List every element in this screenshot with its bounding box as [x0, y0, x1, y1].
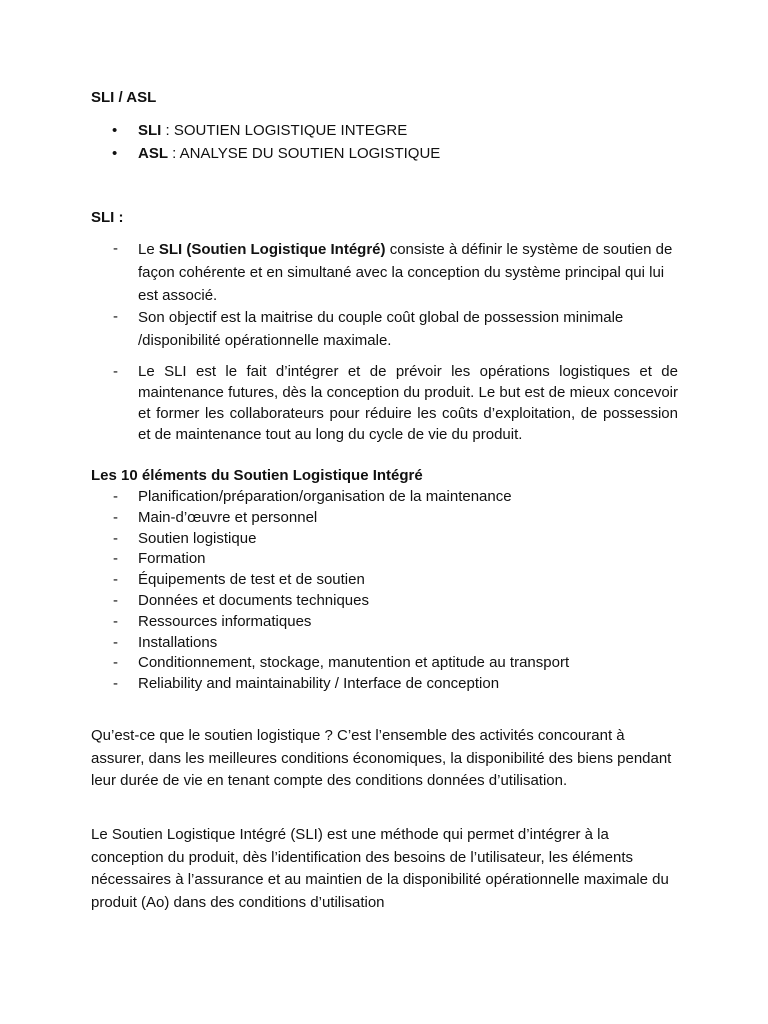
dash-mark: - — [113, 675, 118, 693]
list-item-text: Main-d’œuvre et personnel — [138, 508, 318, 526]
list-item-text: Reliability and maintainability / Interface de conception — [138, 675, 500, 693]
list-item-text: Installations — [138, 633, 218, 651]
paragraph-sli-methode: Le Soutien Logistique Intégré (SLI) est une méthode qui permet d’intégrer à la conception du produit, dès l’identification des besoins de l’utilisateur, les éléments nécessaires à l’assurance et au maintien de la disponibilité opérationnelle maximale du produit (Ao) dans des conditions d’utilisation — [91, 826, 669, 911]
def1-bold: SLI (Soutien Logistique Intégré) — [158, 241, 386, 258]
dash-mark: - — [113, 240, 118, 257]
dash-mark: - — [113, 550, 118, 568]
list-item-text: Ressources informatiques — [138, 612, 312, 630]
paragraph-soutien-logistique: Qu’est-ce que le soutien logistique ? C’est l’ensemble des activités concourant à assurer, dans les meilleures conditions économiques, la disponibilité des biens pendant leur durée de vie en tenant compte des conditions données d’utilisation. — [91, 727, 672, 789]
dash-mark: - — [113, 633, 118, 651]
dash-mark: - — [113, 592, 118, 609]
bullet-dot: • — [112, 145, 118, 162]
def1-pre: Le — [138, 241, 159, 258]
dash-mark: - — [113, 571, 118, 589]
dash-mark: - — [113, 308, 118, 325]
title-sli-asl: SLI / ASL — [91, 89, 157, 106]
list-item-text: Formation — [138, 550, 206, 568]
acronym-text: : ANALYSE DU SOUTIEN LOGISTIQUE — [168, 145, 441, 162]
acronym-text: : SOUTIEN LOGISTIQUE INTEGRE — [161, 122, 408, 139]
acronym-abbr: SLI — [138, 122, 162, 139]
dash-mark: - — [113, 529, 118, 547]
dash-mark: - — [113, 508, 118, 526]
def3-text: Le SLI est le fait d’intégrer et de prévoir les opérations logistiques et de maintenance futures, dès la conception du produit. Le but est de mieux concevoir et former les collaborateurs pour réduire les coûts d’exploitation, de possession et de maintenance tout au long du cycle de vie du produit. — [138, 363, 678, 443]
dash-mark: - — [113, 488, 118, 505]
list-item-text: Équipements de test et de soutien — [138, 571, 365, 589]
def2-text: Son objectif est la maitrise du couple coût global de possession minimale /disponibilité opérationnelle maximale. — [138, 309, 624, 349]
heading-10-elements: Les 10 éléments du Soutien Logistique Intégré — [91, 467, 423, 484]
def1-post: consiste à définir le système de soutien de façon cohérente et en simultané avec la conception du système principal qui lui est associé. — [138, 241, 673, 304]
list-item-text: Planification/préparation/organisation de la maintenance — [138, 488, 512, 505]
bullet-dot: • — [112, 122, 118, 139]
list-item-text: Conditionnement, stockage, manutention et aptitude au transport — [138, 654, 570, 672]
list-item-text: Soutien logistique — [138, 529, 257, 547]
heading-sli: SLI : — [91, 209, 124, 226]
acronym-abbr: ASL — [138, 145, 168, 162]
dash-mark: - — [113, 363, 118, 380]
dash-mark: - — [113, 654, 118, 672]
list-item-text: Données et documents techniques — [138, 592, 369, 609]
dash-mark: - — [113, 612, 118, 630]
